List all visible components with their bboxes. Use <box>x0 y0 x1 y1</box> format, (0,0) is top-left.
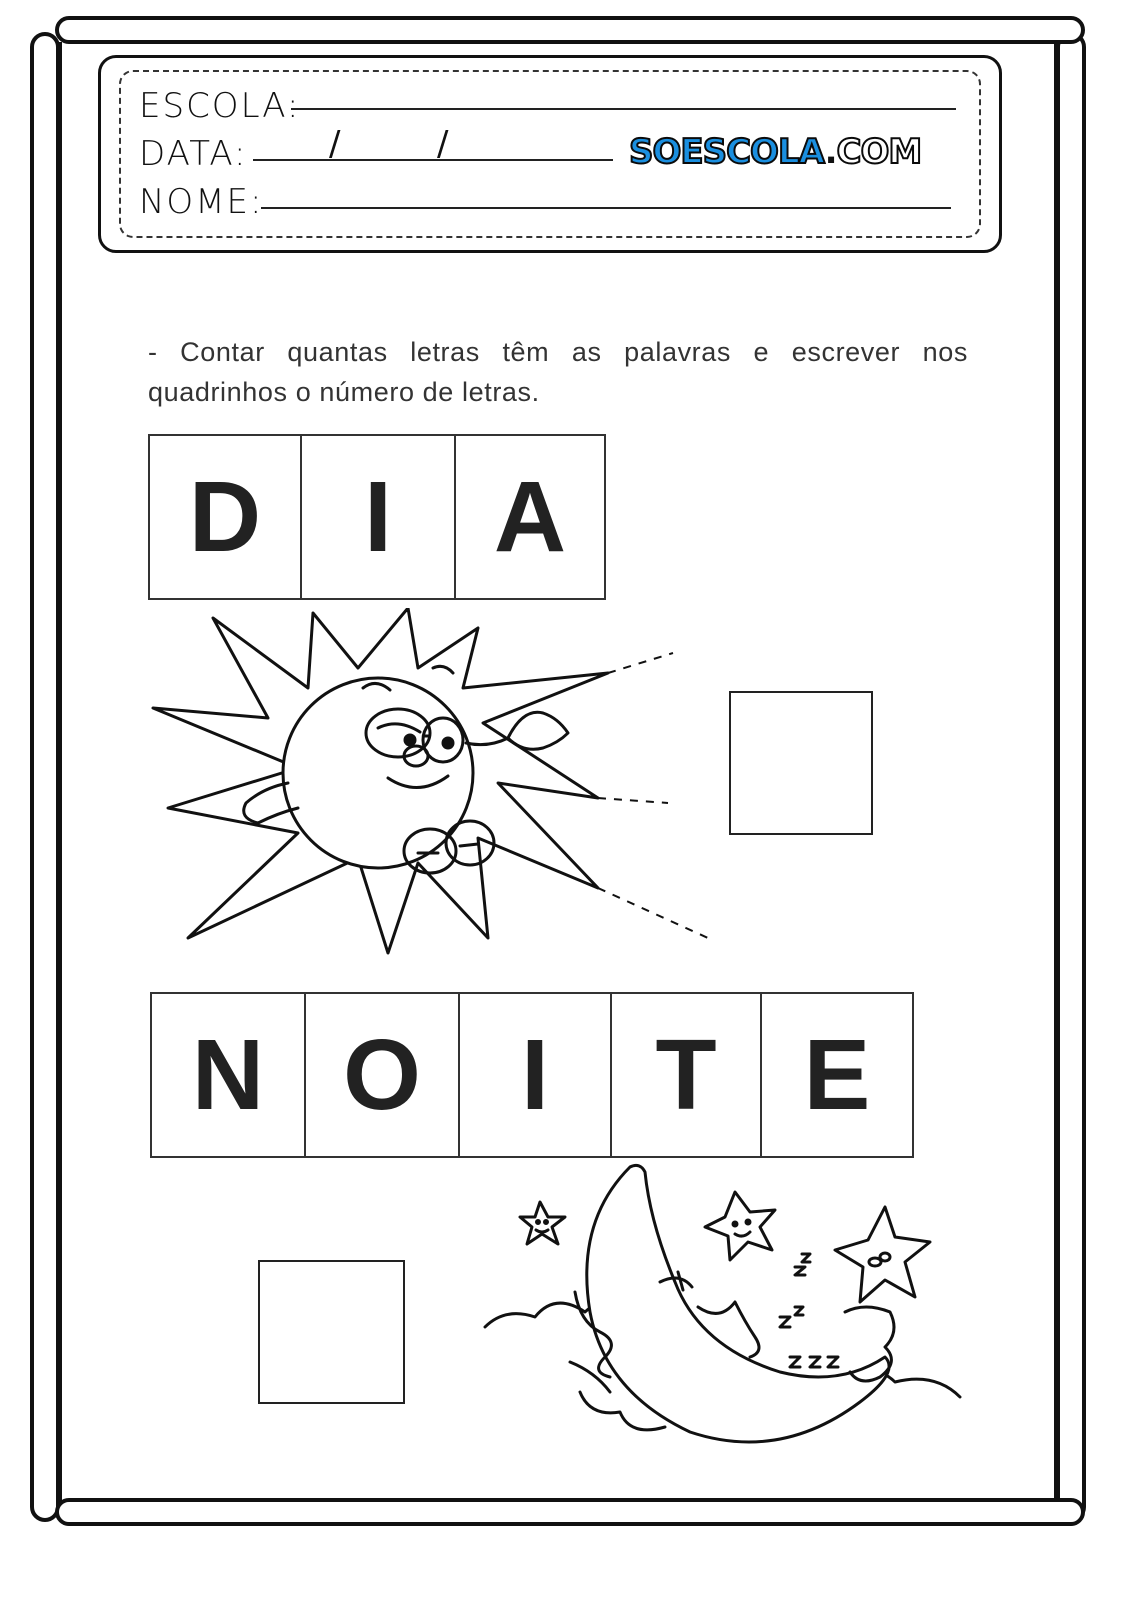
letter: I <box>364 460 392 573</box>
school-label: ESCOLA: <box>139 86 301 126</box>
letter-cell <box>304 992 460 1158</box>
letter: E <box>803 1018 871 1131</box>
word-noite-boxes <box>150 992 912 1158</box>
letter: N <box>191 1018 265 1131</box>
letter-cell <box>760 992 914 1158</box>
logo-dot: . <box>824 132 837 172</box>
frame-bottom-roll <box>55 1498 1085 1526</box>
letter-cell <box>454 434 606 600</box>
letter-cell <box>150 992 306 1158</box>
frame-top-roll <box>55 16 1085 44</box>
letter: O <box>343 1018 421 1131</box>
soescola-logo <box>629 132 921 172</box>
name-field-line[interactable] <box>261 207 951 209</box>
letter: T <box>655 1018 717 1131</box>
letter-cell <box>148 434 302 600</box>
frame-right-roll <box>1056 32 1086 1522</box>
school-field-line[interactable] <box>291 108 956 110</box>
letter-cell <box>610 992 762 1158</box>
date-slash-1: / <box>329 124 341 164</box>
answer-box-dia[interactable] <box>729 691 873 835</box>
name-label: NOME: <box>139 182 264 222</box>
header-box <box>98 55 1002 253</box>
logo-com-text: COM <box>836 132 922 172</box>
letter: I <box>521 1018 549 1131</box>
answer-box-noite[interactable] <box>258 1260 405 1404</box>
moon-illustration-icon <box>480 1162 970 1472</box>
letter: D <box>188 460 262 573</box>
instruction-text: - Contar quantas letras têm as palavras e escrever nos quadrinhos o número de letras. <box>148 337 968 407</box>
letter-cell <box>458 992 612 1158</box>
frame-left-roll <box>30 32 60 1522</box>
date-field-line[interactable] <box>253 159 613 161</box>
word-dia-boxes <box>148 434 604 600</box>
letter: A <box>493 460 567 573</box>
logo-main-text: SOESCOLA <box>629 132 825 172</box>
letter-cell <box>300 434 456 600</box>
date-label: DATA: <box>139 134 248 174</box>
sun-illustration-icon <box>148 608 718 958</box>
date-slash-2: / <box>437 124 449 164</box>
